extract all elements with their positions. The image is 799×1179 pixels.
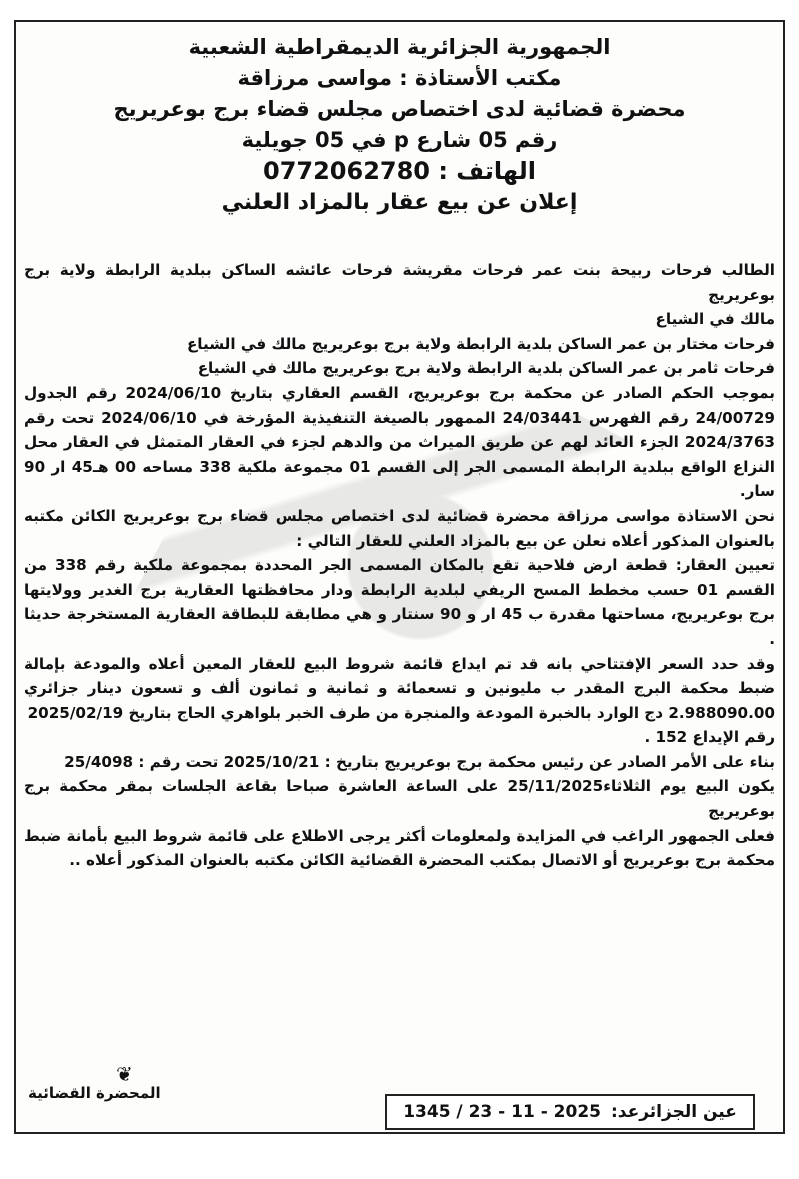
republic-title: الجمهورية الجزائرية الديمقراطية الشعبية [188,35,611,59]
paragraph-owner-thamer: فرحات ثامر بن عمر الساكن بلدية الرابطة ولاية برج بوعريريج مالك في الشياع [197,359,775,378]
reference-label: عين الجزائرعد: [610,1102,737,1122]
paragraph-property: تعيين العقار: قطعة ارض فلاحية تقع بالمكان المسمى الجر المحددة بمجموعة ملكية رقم 338 من القسم 01 حسب مخطط المسح الريفي لبلدية الرابطة ودار محافظتها العقارية برج الغدير وولايتها برج بوعريريج، مساحتها مقدرة ب 45 ار و 90 سنتار و هي مطابقة للبطاقة العقارية المستخرجة حديثا . [24,556,775,648]
signature-mark-icon: ❦ [116,1062,133,1086]
office-address: رقم 05 شارع p في 05 جويلية [241,128,558,152]
paragraph-order: بناء على الأمر الصادر عن رئيس محكمة برج بوعريريج بتاريخ : 2025/10/21 تحت رقم : 25/4098 [64,752,775,771]
office-phone: الهاتف : 0772062780 [263,157,536,185]
announcement-title: إعلان عن بيع عقار بالمزاد العلني [221,190,578,215]
paragraph-owner-share: مالك في الشياع [655,310,775,329]
paragraph-owner-mokhtar: فرحات مختار بن عمر الساكن بلدية الرابطة ولاية برج بوعريريج مالك في الشياع [186,334,775,353]
paragraph-applicant: الطالب فرحات ربيحة بنت عمر فرحات مقريشة فرحات عائشه الساكن ببلدية الرابطة ولاية برج بوعريريج [24,261,775,304]
announcement-header [16,32,783,218]
signature: المحضرة القضائية [28,1084,161,1102]
announcement-frame [14,20,785,1134]
paragraph-sale-date: يكون البيع يوم الثلاثاء25/11/2025 على الساعة العاشرة صباحا بقاعة الجلسات بمقر محكمة برج بوعريريج [24,777,776,821]
publication-reference [385,1094,755,1130]
reference-number: 1345 / 23 - 11 - 2025 [403,1102,601,1122]
paragraph-contact: فعلى الجمهور الراغب في المزايدة ولمعلومات أكثر يرجى الاطلاع على قائمة شروط البيع بأمانة ضبط محكمة برج بوعريريج أو الاتصال بمكتب المحضرة القضائية الكائن مكتبه بالعنوان المذكور أعلاه .. [24,826,775,870]
paragraph-announcement: نحن الاستاذة مواسى مرزاقة محضرة قضائية لدى اختصاص مجلس قضاء برج بوعريريج الكائن مكتبه بالعنوان المذكور أعلاه نعلن عن بيع بالمزاد العلني للعقار التالي : [24,506,775,550]
paragraph-judgment: بموجب الحكم الصادر عن محكمة برج بوعريريج، القسم العقاري بتاريخ 2024/06/10 رقم الجدول 24/00729 رقم الفهرس 24/03441 الممهور بالصيغة التنفيذية المؤرخة في 2024/06/10 تحت رقم 2024/3763 الجزء العائد لهم عن طريق الميراث من والدهم لجزء في العقار المتمثل في العقار محل النزاع الواقع ببلدية الرابطة المسمى الجر إلى القسم 01 مجموعة ملكية 338 مساحه 00 هـ45 ار 90 سار. [24,383,776,501]
office-title: محضرة قضائية لدى اختصاص مجلس قضاء برج بوعريريج [113,97,686,121]
paragraph-price: وقد حدد السعر الإفتتاحي بانه قد تم ايداع قائمة شروط البيع للعقار المعين أعلاه والمودعة بإمالة ضبط محكمة البرج المقدر ب مليونين و تسعمائة و ثمانية و ثمانون ألف و تسعون دينار جزائري 2.988090.00 دج الوارد بالخبرة المودعة والمنجرة من طرف الخبر بلواهري الحاج بتاريخ 2025/02/19 [24,654,775,722]
announcement-body [24,258,775,873]
office-name: مكتب الأستاذة : مواسى مرزاقة [237,66,562,90]
paragraph-deposit: رقم الإيداع 152 . [644,728,775,747]
